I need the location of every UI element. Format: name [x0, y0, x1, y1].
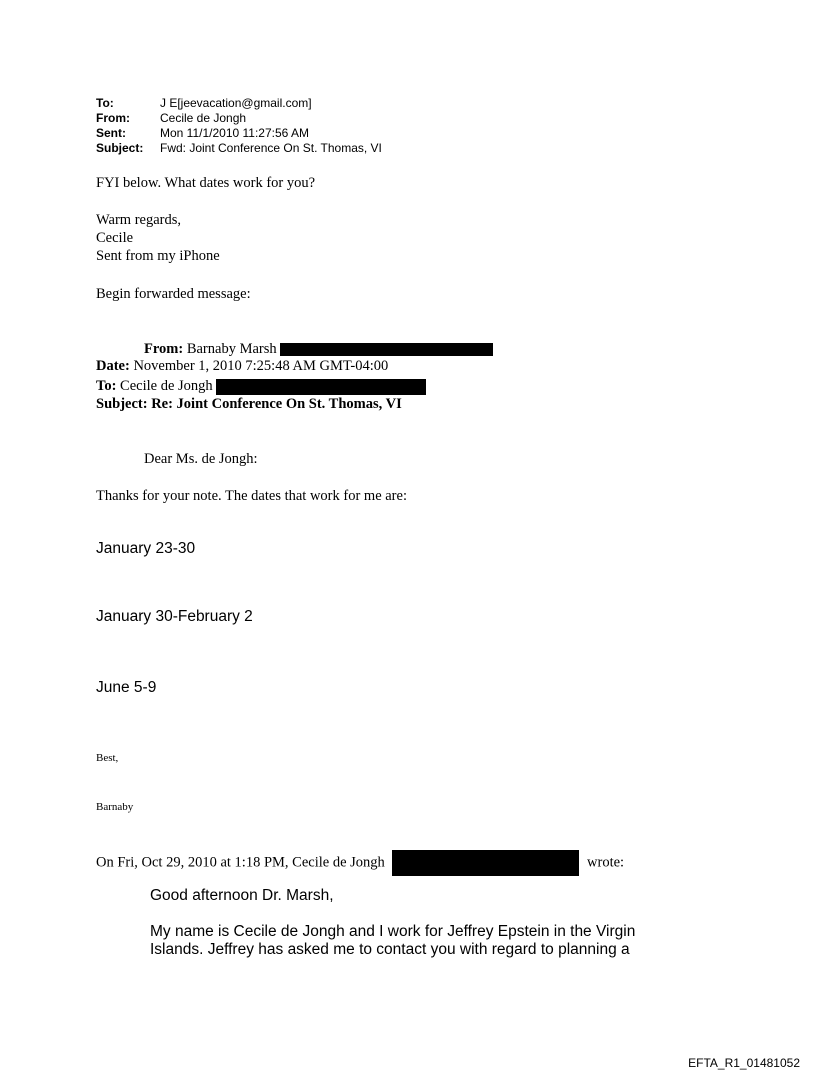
fwd-from-line	[144, 341, 493, 358]
date-option: January 23-30	[96, 540, 196, 557]
document-id: EFTA_R1_01481052	[688, 1056, 800, 1070]
body-line-fyi: FYI below. What dates work for you?	[96, 175, 316, 191]
fwd-to-line	[96, 378, 426, 395]
fwd-signature: Barnaby	[96, 801, 134, 813]
body-name: Cecile	[96, 230, 134, 246]
email-header	[96, 96, 516, 158]
from-label: From:	[96, 111, 130, 125]
fwd-from-label: From:	[144, 341, 184, 357]
fwd-subject-label: Subject:	[96, 396, 148, 412]
fwd-date-label: Date:	[96, 358, 130, 374]
fwd-subject-line	[96, 396, 402, 413]
date-option: June 5-9	[96, 679, 157, 696]
quoted-intro-prefix: On Fri, Oct 29, 2010 at 1:18 PM, Cecile de Jongh	[96, 854, 385, 871]
subject-value: Fwd: Joint Conference On St. Thomas, VI	[160, 141, 382, 155]
redaction-block	[392, 850, 579, 876]
body-begin-forward: Begin forwarded message:	[96, 286, 251, 302]
quoted-para-line-2: Islands. Jeffrey has asked me to contact you with regard to planning a	[150, 941, 630, 958]
quoted-para-line-1: My name is Cecile de Jongh and I work for Jeffrey Epstein in the Virgin	[150, 923, 636, 940]
sent-value: Mon 11/1/2010 11:27:56 AM	[160, 126, 309, 140]
subject-label: Subject:	[96, 141, 144, 155]
fwd-from-value: Barnaby Marsh	[186, 341, 277, 357]
quoted-intro-suffix: wrote:	[587, 854, 625, 871]
fwd-to-label: To:	[96, 378, 117, 394]
quoted-intro	[96, 850, 624, 876]
from-value: Cecile de Jongh	[160, 111, 247, 125]
sent-label: Sent:	[96, 126, 126, 140]
fwd-salutation: Dear Ms. de Jongh:	[144, 451, 258, 467]
body-sent-from: Sent from my iPhone	[96, 248, 220, 264]
fwd-date-value: November 1, 2010 7:25:48 AM GMT-04:00	[133, 358, 389, 374]
fwd-to-value: Cecile de Jongh	[120, 378, 213, 394]
redaction-block	[216, 379, 426, 395]
to-value: J E[jeevacation@gmail.com]	[160, 96, 312, 110]
quoted-greeting: Good afternoon Dr. Marsh,	[150, 887, 334, 904]
date-option: January 30-February 2	[96, 608, 253, 625]
fwd-best: Best,	[96, 752, 119, 764]
fwd-date-line	[96, 358, 388, 375]
fwd-thanks: Thanks for your note. The dates that work for me are:	[96, 488, 407, 504]
redaction-block	[280, 343, 493, 356]
body-regards: Warm regards,	[96, 212, 181, 228]
fwd-subject-value: Re: Joint Conference On St. Thomas, VI	[151, 396, 402, 412]
to-label: To:	[96, 96, 114, 110]
